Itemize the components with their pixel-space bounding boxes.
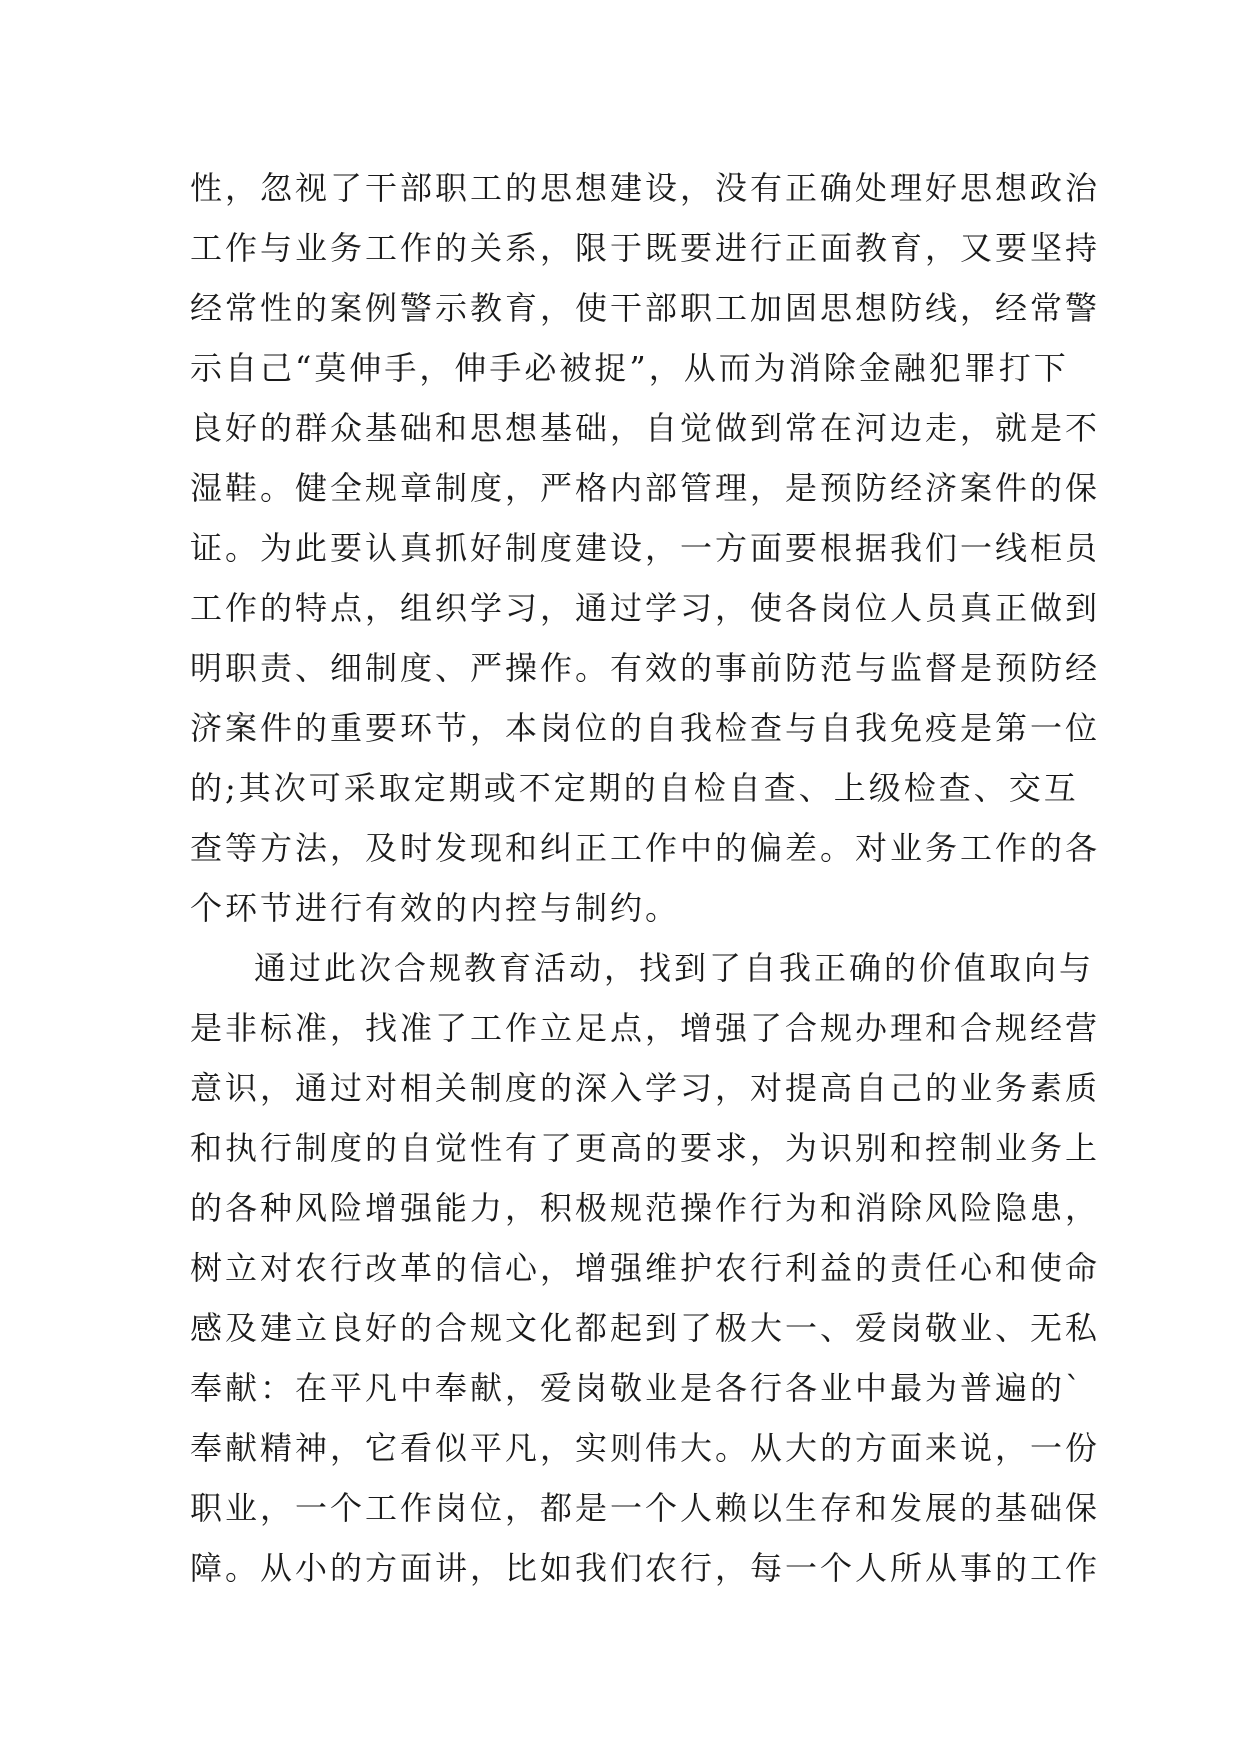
text-line: 的;其次可采取定期或不定期的自检自查、上级检查、交互 (190, 769, 1079, 807)
text-line: 和执行制度的自觉性有了更高的要求，为识别和控制业务上 (190, 1129, 1101, 1167)
text-line: 湿鞋。健全规章制度，严格内部管理，是预防经济案件的保 (190, 469, 1101, 507)
text-line: 良好的群众基础和思想基础，自觉做到常在河边走，就是不 (190, 409, 1101, 447)
text-line: 的各种风险增强能力，积极规范操作行为和消除风险隐患， (190, 1189, 1101, 1227)
text-line: 感及建立良好的合规文化都起到了极大一、爱岗敬业、无私 (190, 1309, 1101, 1347)
text-line: 经常性的案例警示教育，使干部职工加固思想防线，经常警 (190, 289, 1101, 327)
paragraph-2 (190, 938, 1101, 1598)
paragraph-1 (190, 158, 1101, 938)
text-line: 示自己“莫伸手，伸手必被捉”，从而为消除金融犯罪打下 (190, 349, 1069, 387)
text-line: 性，忽视了干部职工的思想建设，没有正确处理好思想政治 (190, 169, 1101, 207)
text-line: 奉献精神，它看似平凡，实则伟大。从大的方面来说，一份 (190, 1429, 1101, 1467)
text-line: 意识，通过对相关制度的深入学习，对提高自己的业务素质 (190, 1069, 1101, 1107)
text-line: 济案件的重要环节，本岗位的自我检查与自我免疫是第一位 (190, 709, 1101, 747)
text-line: 是非标准，找准了工作立足点，增强了合规办理和合规经营 (190, 1009, 1101, 1047)
text-line: 障。从小的方面讲，比如我们农行，每一个人所从事的工作 (190, 1549, 1101, 1587)
text-line-indented: 通过此次合规教育活动，找到了自我正确的价值取向与 (254, 949, 1095, 987)
document-body (190, 158, 1101, 1598)
text-line: 奉献：在平凡中奉献，爱岗敬业是各行各业中最为普遍的` (190, 1369, 1085, 1407)
text-line: 明职责、细制度、严操作。有效的事前防范与监督是预防经 (190, 649, 1101, 687)
text-line: 工作的特点，组织学习，通过学习，使各岗位人员真正做到 (190, 589, 1101, 627)
text-line: 查等方法，及时发现和纠正工作中的偏差。对业务工作的各 (190, 829, 1101, 867)
text-line: 证。为此要认真抓好制度建设，一方面要根据我们一线柜员 (190, 529, 1101, 567)
text-line: 树立对农行改革的信心，增强维护农行利益的责任心和使命 (190, 1249, 1101, 1287)
text-line: 个环节进行有效的内控与制约。 (190, 889, 681, 927)
text-line: 职业，一个工作岗位，都是一个人赖以生存和发展的基础保 (190, 1489, 1101, 1527)
text-line: 工作与业务工作的关系，限于既要进行正面教育，又要坚持 (190, 229, 1101, 267)
